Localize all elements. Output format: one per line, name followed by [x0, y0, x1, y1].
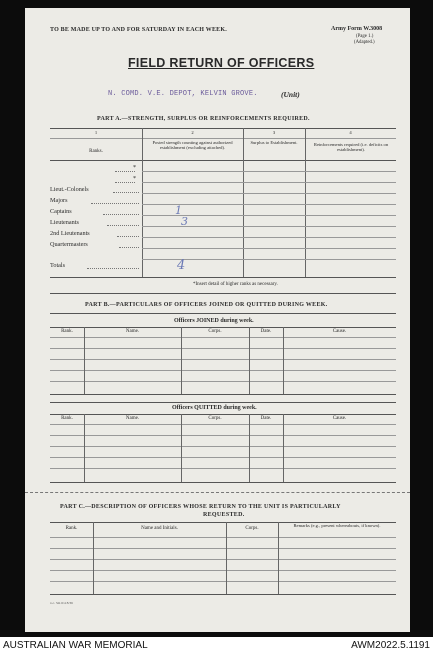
form-title: FIELD RETURN OF OFFICERS [128, 56, 315, 70]
rank-row-blank-2: * [133, 175, 137, 182]
quitted-col-corps: Corps. [208, 416, 222, 421]
archive-name: AUSTRALIAN WAR MEMORIAL [3, 640, 148, 651]
form-sheet [25, 8, 410, 632]
part-c-col-rank: Rank. [65, 526, 78, 531]
part-c-col-corps: Corps. [245, 526, 259, 531]
form-page: (Page 1.) [356, 34, 374, 39]
col-header-posted: Posted strength counting against authorized establishment (excluding attached). [152, 140, 233, 151]
col-number-3: 3 [272, 130, 276, 135]
rank-row-totals: Totals [50, 262, 66, 269]
rank-row-lieut-colonels: Lieut.-Colonels [50, 186, 89, 193]
archive-accession-number: AWM2022.5.1191 [351, 640, 430, 651]
header-instruction: TO BE MADE UP TO AND FOR SATURDAY IN EACH WEEK. [50, 27, 227, 33]
col-number-1: 1 [94, 130, 98, 135]
col-header-ranks: Ranks. [89, 149, 103, 154]
joined-title: Officers JOINED during week. [174, 318, 254, 324]
unit-label: (Unit) [281, 90, 300, 99]
archive-caption-bar [0, 637, 433, 653]
part-b-heading: PART B.—PARTICULARS OF OFFICERS JOINED OR QUITTED DURING WEEK. [85, 302, 328, 308]
rank-row-lieutenants: Lieutenants [50, 219, 79, 226]
form-adapted: (Adapted.) [354, 40, 375, 45]
part-a-top-rule [50, 128, 396, 129]
col-number-4: 4 [349, 130, 352, 135]
unit-stamp: N. COMD. V.E. DEPOT, KELVIN GROVE. [108, 90, 258, 98]
joined-col-date: Date. [260, 329, 272, 334]
posted-lieutenants: 3 [181, 215, 188, 228]
part-c-heading-line2: REQUESTED. [203, 512, 245, 518]
quitted-col-date: Date. [260, 416, 272, 421]
fold-line [25, 492, 410, 493]
rank-row-quartermasters: Quartermasters [50, 241, 88, 248]
quitted-col-cause: Cause. [332, 416, 347, 421]
part-c-heading-line1: PART C.—DESCRIPTION OF OFFICERS WHOSE RETURN TO THE UNIT IS PARTICULARLY [60, 504, 341, 510]
part-c-col-name: Name and Initials. [141, 526, 178, 531]
posted-captains: 1 [175, 204, 182, 217]
part-a-heading: PART A.—STRENGTH, SURPLUS OR REINFORCEMENTS REQUIRED. [97, 116, 310, 122]
form-number: Army Form W.3008 [331, 26, 383, 32]
joined-col-corps: Corps. [208, 329, 222, 334]
part-a-footnote: *Insert detail of higher ranks as necessary. [193, 282, 278, 287]
joined-col-cause: Cause. [332, 329, 347, 334]
posted-totals: 4 [177, 258, 186, 273]
col-header-surplus: Surplus to Establishment. [250, 140, 298, 145]
quitted-col-name: Name. [125, 416, 140, 421]
rank-row-captains: Captains [50, 208, 72, 215]
col-header-reinforcements: Reinforcements required (i.e. deficits on establishment). [313, 142, 389, 153]
quitted-title: Officers QUITTED during week. [172, 405, 257, 411]
part-c-col-remarks: Remarks (e.g., present whereabouts, if known). [293, 523, 381, 528]
rank-row-majors: Majors [50, 197, 68, 204]
col-number-2: 2 [191, 130, 194, 135]
rank-row-2nd-lieutenants: 2nd Lieutenants [50, 230, 90, 237]
joined-col-name: Name. [125, 329, 140, 334]
quitted-col-rank: Rank. [61, 416, 73, 421]
print-note: x.c. 5m 6/4 8/36 [50, 601, 73, 605]
rank-row-blank-1: * [133, 164, 137, 171]
joined-col-rank: Rank. [61, 329, 73, 334]
